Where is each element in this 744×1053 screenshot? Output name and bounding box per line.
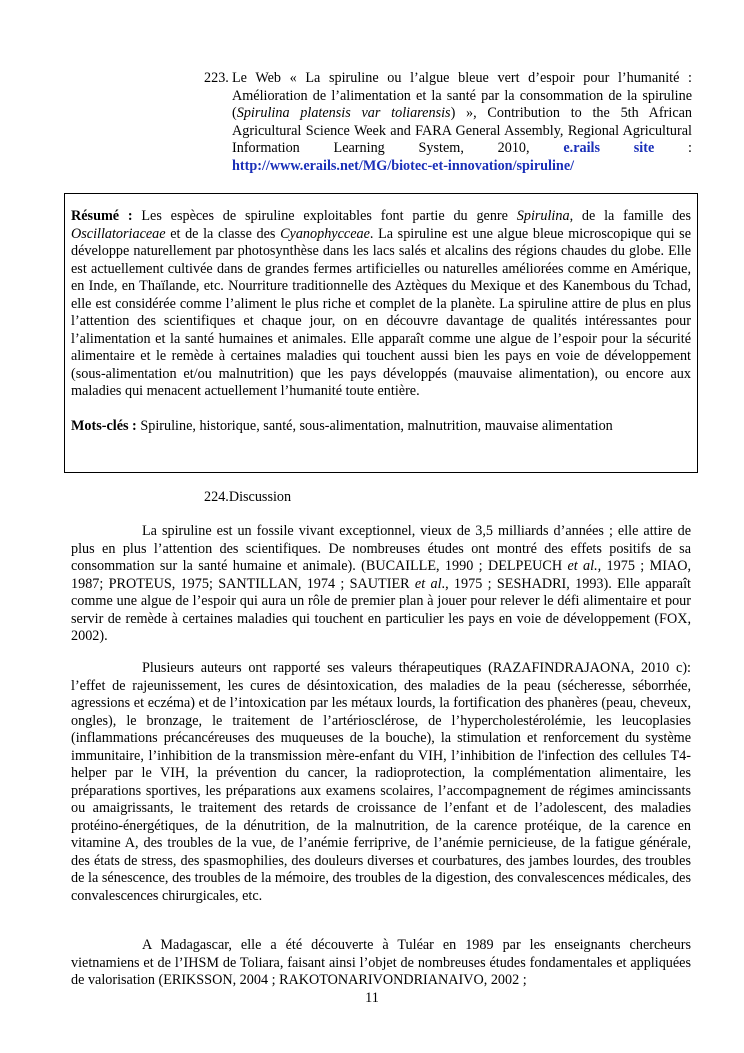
abstract-text: , de la famille des — [569, 208, 692, 224]
reference-species: Spirulina platensis var toliarensis — [236, 105, 451, 121]
discussion-paragraph-1 — [71, 523, 691, 646]
reference-entry-223 — [204, 70, 692, 175]
et-al-italic: et al — [414, 575, 442, 592]
section-title: 224.Discussion — [204, 489, 292, 505]
reference-text-part: Le Web « La spiruline ou l’algue bleue vert d’espoir pour l’humanité : Amélioration de l’alimentation et la santé par la consommation de la spiruline ( — [232, 70, 692, 121]
abstract-family: Oscillatoriaceae — [71, 225, 166, 242]
abstract-label: Résumé : — [71, 208, 133, 224]
reference-site-link[interactable]: e.rails site — [563, 140, 655, 156]
reference-url-link[interactable]: http://www.erails.net/MG/biotec-et-innovation/spiruline/ — [232, 157, 575, 174]
reference-number: 223. — [204, 70, 229, 86]
discussion-paragraph-3: A Madagascar, elle a été découverte à Tuléar en 1989 par les enseignants chercheurs vietnamiens et de l’IHSM de Toliara, faisant ainsi l’objet de nombreuses études fondamentales et appliquées de valorisation (ERIKSSON, 2004 ; RAKOTONARIVONDRIANAIVO, 2002 ; — [71, 937, 691, 988]
abstract-box — [64, 193, 698, 473]
paragraph-text: 1975 ; MIAO, 1987; PROTEUS, 1975; SANTILLAN, 1974 ; SAUTIER — [71, 558, 691, 592]
keywords-label: Mots-clés : — [71, 417, 137, 434]
reference-text-part: ) », Contribution to the 5th African Agricultural Science Week and FARA General Assembly, Regional Agricultural Information Learning System, 2010, — [232, 105, 693, 156]
abstract-class: Cyanophycceae — [280, 225, 370, 242]
abstract-text: Les espèces de spiruline exploitables font partie du genre — [132, 208, 517, 224]
abstract-text: . La spiruline est une algue bleue microscopique qui se développe naturellement par photosynthèse dans les lacs salés et alcalins des régions chaudes du globe. Elle est actuellement cultivée dans de grandes fermes artificielles ou naturelles améliorées comme en Amérique, en Inde, en Thaïlande, etc. Nourriture traditionnelle des Aztèques du Mexique et des Kanembous du Tchad, elle est considérée comme l’aliment le plus riche et complet de la planète. La spiruline attire de plus en plus l’attention des scientifiques et chaque jour, on en découvre davantage de qualités intéressantes pour l’alimentation et la santé humaines et animales. Elle apparaît comme une algue de l’espoir pour la sécurité alimentaire et le remède à certaines maladies qui touchent aussi bien les pays en voie de développement (sous-alimentation et/ou malnutrition) que les pays développés (mauvaise alimentation), ou encore aux maladies qui menacent actuellement l’humanité toute entière. — [71, 225, 691, 399]
abstract-genus: Spirulina — [516, 208, 570, 224]
paragraph-text: La spiruline est un fossile vivant exceptionnel, vieux de 3,5 milliards d’années ; elle attire de plus en plus l’attention des scientifiques. De nombreuses études ont montré des effets positifs de sa consommation sur la santé humaine et animale). (BUCAILLE, 1990 ; DELPEUCH — [71, 523, 691, 574]
abstract-text: et de la classe des — [165, 225, 281, 242]
page-number: 11 — [365, 990, 379, 1006]
keywords-text: Spiruline, historique, santé, sous-alimentation, malnutrition, mauvaise alimentation — [136, 417, 613, 434]
discussion-paragraph-2: Plusieurs auteurs ont rapporté ses valeurs thérapeutiques (RAZAFINDRAJAONA, 2010 c): l’effet de rajeunissement, les cures de désintoxication, des maladies de la peau (sécheresse, séborrhée, agressions et eczéma) et de l’intoxication par les métaux lourds, la fortification des phanères (peau, cheveux, ongles), le bronzage, le traitement de l’artériosclérose, de l’hypercholestérolémie, les leucoplasies (inflammations précancéreuses des muqueuses de la bouche), la stimulation et renforcement du système immunitaire, l’inhibition de la transmission mère-enfant du VIH, l’inhibition de l'infection des cellules T4-helper par le VIH, la prévention du cancer, la radioprotection, la complémentation alimentaire, les préparations sportives, les préparations aux examens scolaires, l’accompagnement de régimes amincissants ou amaigrissants, le traitement des retards de croissance de l’enfant et de l’adolescent, des maladies protéino-énergétiques, de la dénutrition, de la malnutrition, de la carence protéique, de la carence en vitamine A, des troubles de la vue, de l’anémie ferriprive, de l’anémie pernicieuse, de la fatigue générale, des états de stress, des spasmophilies, des douleurs diverses et courbatures, des jambes lourdes, des troubles de la sénescence, des troubles de la mémoire, des troubles de la digestion, des convalescences médicales, des convalescences chirurgicales, etc. — [71, 660, 691, 904]
abstract-paragraph — [71, 208, 691, 401]
paragraph-text: ., 1975 ; SESHADRI, 1993). Elle apparaît comme une algue de l’espoir qui aura un rôle de premier plan à jouer pour relever le défi alimentaire et pour servir de remède à certaines maladies qui touchent en particulier les pays en voie de développement (FOX, 2002). — [71, 575, 691, 644]
reference-colon: : — [654, 140, 692, 156]
keywords-line — [71, 418, 691, 436]
reference-text — [232, 70, 692, 175]
et-al-italic: et al., — [567, 558, 602, 574]
